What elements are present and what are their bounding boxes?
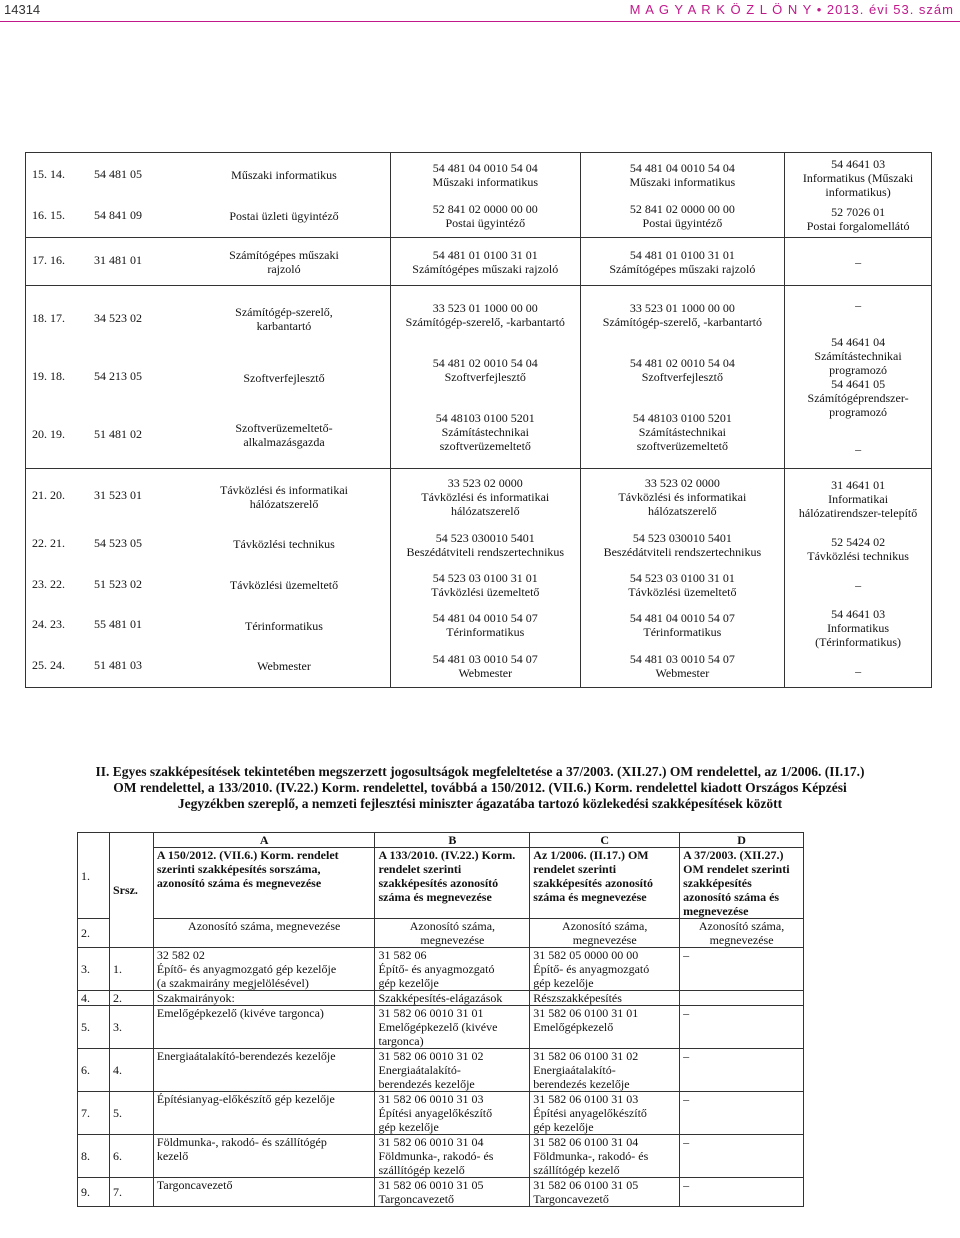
- row-number: 22. 21.: [32, 536, 65, 551]
- row-number: 25. 24.: [32, 658, 65, 672]
- row-number: 16. 15.: [32, 207, 65, 222]
- table-row: [78, 1092, 804, 1135]
- column-a-cell: Energiaátalakító-berendezés kezelője: [153, 1049, 375, 1092]
- qualification-code: 34 523 02: [94, 310, 142, 325]
- cell-entry: 54 48103 0100 5201 Számítástechnikai szoftverüzemeltető: [435, 411, 535, 454]
- row-number: 24. 23.: [32, 617, 65, 632]
- cell-entry: –: [855, 577, 862, 592]
- column-b-cell: 31 582 06 0010 31 01 Emelőgépkezelő (kivéve targonca): [375, 1006, 530, 1049]
- column-b-cell: 31 582 06 0010 31 03 Építési anyagelőkészítő gép kezelője: [375, 1092, 530, 1135]
- row-number: 15. 14.: [32, 166, 65, 181]
- qualification-code: 51 481 02: [94, 426, 142, 441]
- qualification-name: Szoftverfejlesztő: [243, 370, 325, 385]
- row-number: 18. 17.: [32, 310, 65, 325]
- cell-entry: 54 481 04 0010 54 04 Műszaki informatikus: [432, 160, 539, 189]
- qualification-code: 54 481 05: [94, 166, 142, 181]
- cell-entry: 54 481 02 0010 54 04 Szoftverfejlesztő: [629, 355, 735, 384]
- column-c-cell: 31 582 06 0100 31 04 Földmunka-, rakodó- és szállítógép kezelő: [530, 1135, 680, 1178]
- cell-entry: 54 4641 04 Számítástechnikai programozó 54 4641 05 Számítógéprendszer- programozó: [807, 334, 909, 419]
- cell-entry: 54 48103 0100 5201 Számítástechnikai szoftverüzemeltető: [632, 411, 732, 454]
- column-b-cell: [390, 238, 580, 286]
- column-letter: B: [375, 833, 530, 848]
- cell-entry: –: [855, 298, 862, 313]
- column-b-cell: [390, 153, 580, 238]
- column-c-cell: [580, 286, 785, 469]
- column-a-cell: Emelőgépkezelő (kivéve targonca): [153, 1006, 375, 1049]
- qualification-name: Távközlési technikus: [233, 537, 335, 552]
- column-b-cell: 31 582 06 0010 31 02 Energiaátalakító- berendezés kezelője: [375, 1049, 530, 1092]
- cell-entry: 54 481 03 0010 54 07 Webmester: [629, 651, 735, 680]
- row-number-cell: 8.: [78, 1135, 110, 1178]
- column-d-cell: –: [680, 1135, 804, 1178]
- cell-entry: 54 481 03 0010 54 07 Webmester: [432, 651, 538, 680]
- column-c-cell: [580, 469, 785, 688]
- row-number-cell: 9.: [78, 1178, 110, 1207]
- qualification-code: 51 523 02: [94, 576, 142, 591]
- transport-qualification-table: [77, 832, 804, 1207]
- page-number: 14314: [4, 2, 41, 17]
- row-number-cell: 3.: [78, 948, 110, 991]
- cell-entry: 54 481 04 0010 54 04 Műszaki informatikus: [629, 160, 736, 189]
- section-title: II. Egyes szakképesítések tekintetében megszerzett jogosultságok megfeleltetése a 37/2003. (XII.27.) OM rendelettel, az 1/2006. (II.17.) OM rendelettel, a 133/2010. (IV.22.) Korm. rendelettel, továbbá a 150/2012. (VII.6.) Korm. rendelettel kiadott Országos Képzési Jegyzékben szereplő, a nemzeti fejlesztési miniszter ágazatába tartozó közlekedési szakképesítések között: [95, 764, 865, 811]
- cell-entry: 52 841 02 0000 00 00 Postai ügyintéző: [432, 201, 538, 230]
- row-number-cell: 7.: [78, 1092, 110, 1135]
- srsz-cell: 4.: [109, 1049, 153, 1092]
- cell-entry: 54 523 03 0100 31 01 Távközlési üzemeltető: [628, 570, 737, 599]
- cell-entry: 54 481 04 0010 54 07 Térinformatikus: [629, 611, 735, 640]
- column-b-cell: [390, 286, 580, 469]
- row-number-cell: 2.: [78, 919, 110, 948]
- table-row: [26, 469, 932, 688]
- cell-entry: 52 5424 02 Távközlési technikus: [807, 534, 909, 563]
- row-number-cell: 4.: [78, 991, 110, 1006]
- column-c-cell: Részszakképesítés: [530, 991, 680, 1006]
- srsz-cell: 6.: [109, 1135, 153, 1178]
- column-d-cell: –: [680, 1049, 804, 1092]
- column-b-cell: 31 582 06 Építő- és anyagmozgató gép kezelője: [375, 948, 530, 991]
- subheader-row: [78, 919, 804, 948]
- cell-entry: –: [855, 254, 862, 269]
- qualification-name: Távközlési és informatikai hálózatszerelő: [220, 482, 348, 511]
- cell-entry: –: [855, 441, 862, 456]
- row-number: 20. 19.: [32, 426, 65, 441]
- row-number: 21. 20.: [32, 488, 65, 503]
- column-d-cell: [785, 469, 932, 688]
- qualification-cell: [26, 469, 391, 688]
- column-a-cell: Földmunka-, rakodó- és szállítógép kezelő: [153, 1135, 375, 1178]
- srsz-header: Srsz.: [109, 833, 153, 948]
- cell-entry: 54 481 01 0100 31 01 Számítógépes műszaki rajzoló: [609, 247, 756, 276]
- qualification-name: Postai üzleti ügyintéző: [229, 209, 339, 224]
- qualification-code: 54 841 09: [94, 207, 142, 222]
- column-letter: D: [680, 833, 804, 848]
- header-rule: [0, 21, 960, 22]
- qualification-code: 51 481 03: [94, 658, 142, 672]
- column-subheader: Azonosító száma, megnevezése: [530, 919, 680, 948]
- qualification-name: Számítógépes műszaki rajzoló: [229, 247, 339, 276]
- journal-title: M A G Y A R K Ö Z L Ö N Y • 2013. évi 53. szám: [629, 2, 954, 17]
- cell-entry: 33 523 02 0000 Távközlési és informatikai hálózatszerelő: [618, 476, 747, 519]
- cell-entry: 54 523 03 0100 31 01 Távközlési üzemeltető: [431, 570, 540, 599]
- table-row: [78, 1006, 804, 1049]
- qualification-code: 54 213 05: [94, 369, 142, 384]
- column-header: A 37/2003. (XII.27.) OM rendelet szerinti szakképesítés azonosító száma és megnevezése: [680, 848, 804, 919]
- row-number-cell: 1.: [78, 833, 110, 919]
- column-d-cell: [785, 286, 932, 469]
- table-row: [78, 1049, 804, 1092]
- column-c-cell: [580, 153, 785, 238]
- cell-entry: 52 7026 01 Postai forgalomellátó: [806, 205, 910, 233]
- table-row: [78, 1178, 804, 1207]
- qualification-name: Műszaki informatikus: [231, 168, 337, 183]
- column-letter: A: [153, 833, 375, 848]
- qualification-code: 31 523 01: [94, 488, 142, 503]
- column-d-cell: –: [680, 1092, 804, 1135]
- column-a-cell: 32 582 02 Építő- és anyagmozgató gép kezelője (a szakmairány megjelölésével): [153, 948, 375, 991]
- table-row: [78, 948, 804, 991]
- row-number: 23. 22.: [32, 576, 65, 591]
- column-c-cell: [580, 238, 785, 286]
- qualification-name: Számítógép-szerelő, karbantartó: [235, 305, 333, 334]
- table-row: [26, 238, 932, 286]
- qualification-cell: [26, 238, 391, 286]
- cell-entry: 54 481 01 0100 31 01 Számítógépes műszaki rajzoló: [412, 247, 559, 276]
- qualification-code: 55 481 01: [94, 617, 142, 632]
- column-c-cell: 31 582 06 0100 31 02 Energiaátalakító- berendezés kezelője: [530, 1049, 680, 1092]
- column-header: A 133/2010. (IV.22.) Korm. rendelet szerinti szakképesítés azonosító száma és megnevezése: [375, 848, 530, 919]
- row-number: 19. 18.: [32, 369, 65, 384]
- table-row: [78, 991, 804, 1006]
- column-d-cell: [785, 153, 932, 238]
- column-a-cell: Építésianyag-előkészítő gép kezelője: [153, 1092, 375, 1135]
- qualification-name: Webmester: [257, 659, 311, 674]
- column-c-cell: 31 582 06 0100 31 05 Targoncavezető: [530, 1178, 680, 1207]
- srsz-cell: 5.: [109, 1092, 153, 1135]
- qualification-name: Távközlési üzemeltető: [229, 577, 339, 592]
- cell-entry: 54 4641 03 Informatikus (Térinformatikus): [815, 607, 902, 650]
- cell-entry: –: [855, 664, 862, 679]
- qualification-code: 31 481 01: [94, 253, 142, 268]
- cell-entry: 54 481 02 0010 54 04 Szoftverfejlesztő: [432, 355, 538, 384]
- cell-entry: 54 481 04 0010 54 07 Térinformatikus: [432, 611, 538, 640]
- cell-entry: 33 523 01 1000 00 00 Számítógép-szerelő, -karbantartó: [602, 300, 762, 329]
- column-d-cell: –: [680, 948, 804, 991]
- column-d-cell: –: [680, 1006, 804, 1049]
- column-b-cell: 31 582 06 0010 31 05 Targoncavezető: [375, 1178, 530, 1207]
- row-number-cell: 6.: [78, 1049, 110, 1092]
- column-letter-row: [78, 833, 804, 848]
- qualification-cell: [26, 286, 391, 469]
- table-row: [78, 1135, 804, 1178]
- table-row: [26, 153, 932, 238]
- column-a-cell: Szakmairányok:: [153, 991, 375, 1006]
- column-header: Az 1/2006. (II.17.) OM rendelet szerinti szakképesítés azonosító száma és megnevezése: [530, 848, 680, 919]
- srsz-cell: 1.: [109, 948, 153, 991]
- column-letter: C: [530, 833, 680, 848]
- page-header: [0, 0, 960, 22]
- column-subheader: Azonosító száma, megnevezése: [680, 919, 804, 948]
- srsz-cell: 2.: [109, 991, 153, 1006]
- qualification-name: Szoftverüzemeltető- alkalmazásgazda: [235, 420, 333, 449]
- column-header: A 150/2012. (VII.6.) Korm. rendelet szerinti szakképesítés sorszáma, azonosító száma és megnevezése: [153, 848, 375, 919]
- cell-entry: 54 4641 03 Informatikus (Műszaki informatikus): [802, 157, 914, 199]
- cell-entry: 31 4641 01 Informatikai hálózatirendszer-telepítő: [798, 477, 918, 520]
- column-subheader: Azonosító száma, megnevezése: [153, 919, 375, 948]
- row-number-cell: 5.: [78, 1006, 110, 1049]
- qualification-code: 54 523 05: [94, 536, 142, 551]
- column-b-cell: 31 582 06 0010 31 04 Földmunka-, rakodó- és szállítógép kezelő: [375, 1135, 530, 1178]
- column-d-cell: [680, 991, 804, 1006]
- srsz-cell: 3.: [109, 1006, 153, 1049]
- qualification-cell: [26, 153, 391, 238]
- column-d-cell: [785, 238, 932, 286]
- cell-entry: 54 523 030010 5401 Beszédátviteli rendszertechnikus: [603, 530, 762, 559]
- cell-entry: 33 523 01 1000 00 00 Számítógép-szerelő, -karbantartó: [405, 300, 565, 329]
- qualification-table: [25, 152, 932, 688]
- cell-entry: 33 523 02 0000 Távközlési és informatikai hálózatszerelő: [421, 476, 550, 519]
- column-d-cell: –: [680, 1178, 804, 1207]
- column-b-cell: [390, 469, 580, 688]
- cell-entry: 54 523 030010 5401 Beszédátviteli rendszertechnikus: [406, 530, 565, 559]
- srsz-cell: 7.: [109, 1178, 153, 1207]
- column-c-cell: 31 582 06 0100 31 01 Emelőgépkezelő: [530, 1006, 680, 1049]
- column-subheader: Azonosító száma, megnevezése: [375, 919, 530, 948]
- column-b-cell: Szakképesítés-elágazások: [375, 991, 530, 1006]
- table-row: [26, 286, 932, 469]
- column-c-cell: 31 582 06 0100 31 03 Építési anyagelőkészítő gép kezelője: [530, 1092, 680, 1135]
- header-row: [78, 848, 804, 919]
- row-number: 17. 16.: [32, 253, 65, 268]
- column-a-cell: Targoncavezető: [153, 1178, 375, 1207]
- qualification-name: Térinformatikus: [245, 618, 323, 633]
- cell-entry: 52 841 02 0000 00 00 Postai ügyintéző: [629, 201, 735, 230]
- column-c-cell: 31 582 05 0000 00 00 Építő- és anyagmozgató gép kezelője: [530, 948, 680, 991]
